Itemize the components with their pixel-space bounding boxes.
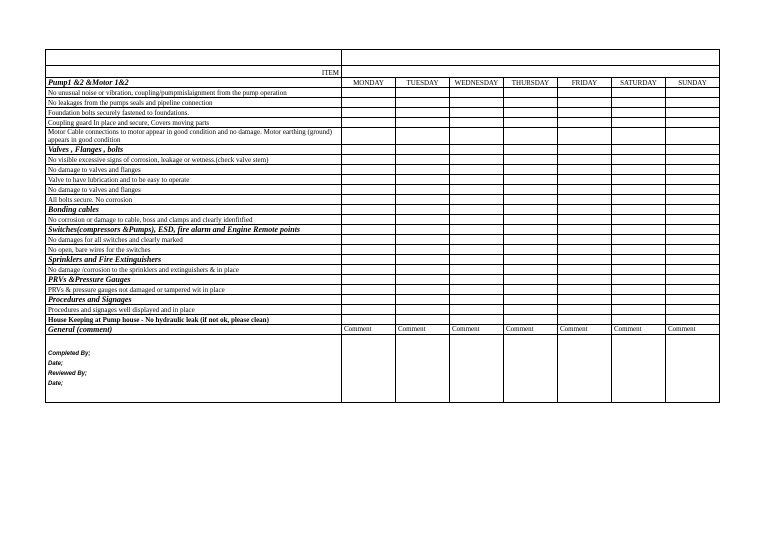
checklist-item-text: No unusual noise or vibration, coupling/pumpmislaignment from the pump operation bbox=[46, 88, 342, 98]
comment-cell[interactable]: Comment bbox=[342, 325, 396, 335]
check-cell[interactable] bbox=[342, 225, 396, 235]
checklist-item-text: General (comment) bbox=[46, 325, 342, 335]
comment-cell[interactable]: Comment bbox=[504, 325, 558, 335]
check-cell[interactable] bbox=[558, 275, 612, 285]
check-cell[interactable] bbox=[666, 285, 720, 295]
signoff-line: Completed By; bbox=[48, 351, 91, 357]
check-cell[interactable] bbox=[396, 235, 450, 245]
check-cell[interactable] bbox=[612, 305, 666, 315]
check-cell[interactable] bbox=[450, 225, 504, 235]
check-cell[interactable] bbox=[612, 235, 666, 245]
section-row bbox=[46, 205, 720, 215]
check-cell[interactable] bbox=[666, 225, 720, 235]
check-cell[interactable] bbox=[450, 118, 504, 128]
check-cell[interactable] bbox=[558, 195, 612, 205]
check-cell[interactable] bbox=[504, 185, 558, 195]
check-cell[interactable] bbox=[342, 195, 396, 205]
check-cell[interactable] bbox=[342, 245, 396, 255]
check-cell[interactable] bbox=[558, 245, 612, 255]
section-heading: Switches(compressors &Pumps), ESD, fire alarm and Engine Remote points bbox=[46, 225, 342, 235]
check-cell[interactable] bbox=[612, 215, 666, 225]
check-cell[interactable] bbox=[558, 225, 612, 235]
checklist-item-text: Procedures and signages well displayed and in place bbox=[46, 305, 342, 315]
checklist-body bbox=[46, 50, 720, 403]
check-cell[interactable] bbox=[450, 175, 504, 185]
day-header-thursday: THURSDAY bbox=[504, 78, 558, 88]
check-cell[interactable] bbox=[342, 118, 396, 128]
check-cell[interactable] bbox=[558, 305, 612, 315]
section-row bbox=[46, 255, 720, 265]
check-cell[interactable] bbox=[450, 108, 504, 118]
check-cell[interactable] bbox=[450, 305, 504, 315]
check-cell[interactable] bbox=[396, 205, 450, 215]
check-cell[interactable] bbox=[504, 285, 558, 295]
check-cell[interactable] bbox=[342, 165, 396, 175]
check-cell[interactable] bbox=[558, 108, 612, 118]
check-cell[interactable] bbox=[558, 235, 612, 245]
check-cell[interactable] bbox=[396, 98, 450, 108]
comment-area[interactable] bbox=[504, 335, 558, 403]
section-heading: Bonding cables bbox=[46, 205, 342, 215]
checklist-item-text: No leakages from the pumps seals and pipeline connection bbox=[46, 98, 342, 108]
check-cell[interactable] bbox=[396, 275, 450, 285]
check-cell[interactable] bbox=[450, 165, 504, 175]
check-cell[interactable] bbox=[450, 315, 504, 325]
check-cell[interactable] bbox=[504, 215, 558, 225]
check-cell[interactable] bbox=[396, 305, 450, 315]
signoff-block bbox=[46, 335, 342, 403]
check-cell[interactable] bbox=[558, 155, 612, 165]
check-cell[interactable] bbox=[666, 235, 720, 245]
check-cell[interactable] bbox=[504, 165, 558, 175]
day-header-wednesday: WEDNESDAY bbox=[450, 78, 504, 88]
check-cell[interactable] bbox=[450, 195, 504, 205]
check-cell[interactable] bbox=[450, 275, 504, 285]
check-cell[interactable] bbox=[342, 275, 396, 285]
check-cell[interactable] bbox=[396, 165, 450, 175]
section-row bbox=[46, 295, 720, 305]
check-cell[interactable] bbox=[666, 175, 720, 185]
checklist-row bbox=[46, 285, 720, 295]
check-cell[interactable] bbox=[342, 315, 396, 325]
checklist-item-text: Coupling guard In place and secure, Covers moving parts bbox=[46, 118, 342, 128]
check-cell[interactable] bbox=[396, 255, 450, 265]
top-blank-row bbox=[46, 50, 720, 66]
check-cell[interactable] bbox=[558, 215, 612, 225]
check-cell[interactable] bbox=[558, 205, 612, 215]
comment-area[interactable] bbox=[342, 335, 396, 403]
checklist-row bbox=[46, 305, 720, 315]
signoff-line: Reviewed By; bbox=[48, 371, 88, 377]
section-heading: Procedures and Signages bbox=[46, 295, 342, 305]
check-cell[interactable] bbox=[666, 88, 720, 98]
checklist-item-text: No damage to valves and flanges bbox=[46, 185, 342, 195]
checklist-row bbox=[46, 88, 720, 98]
check-cell[interactable] bbox=[504, 275, 558, 285]
check-cell[interactable] bbox=[612, 245, 666, 255]
day-header-friday: FRIDAY bbox=[558, 78, 612, 88]
comment-cell[interactable]: Comment bbox=[612, 325, 666, 335]
check-cell[interactable] bbox=[612, 88, 666, 98]
check-cell[interactable] bbox=[666, 128, 720, 145]
checklist-item-text: All bolts secure. No corrosion bbox=[46, 195, 342, 205]
signoff-line: Date; bbox=[48, 361, 64, 367]
check-cell[interactable] bbox=[342, 285, 396, 295]
check-cell[interactable] bbox=[612, 145, 666, 155]
check-cell[interactable] bbox=[342, 88, 396, 98]
check-cell[interactable] bbox=[342, 215, 396, 225]
blank-cell bbox=[342, 66, 720, 78]
check-cell[interactable] bbox=[342, 255, 396, 265]
check-cell[interactable] bbox=[396, 145, 450, 155]
check-cell[interactable] bbox=[396, 155, 450, 165]
section-row bbox=[46, 225, 720, 235]
check-cell[interactable] bbox=[504, 175, 558, 185]
check-cell[interactable] bbox=[342, 265, 396, 275]
check-cell[interactable] bbox=[450, 98, 504, 108]
check-cell[interactable] bbox=[666, 165, 720, 175]
check-cell[interactable] bbox=[612, 295, 666, 305]
day-header-monday: MONDAY bbox=[342, 78, 396, 88]
checklist-item-text: Motor Cable connections to motor appear in good condition and no damage. Motor earthing (ground) appears in good condition bbox=[46, 128, 342, 145]
day-header-saturday: SATURDAY bbox=[612, 78, 666, 88]
checklist-row bbox=[46, 175, 720, 185]
checklist-item-text: Foundation bolts securely fastened to foundations. bbox=[46, 108, 342, 118]
check-cell[interactable] bbox=[450, 245, 504, 255]
comment-cell[interactable]: Comment bbox=[666, 325, 720, 335]
check-cell[interactable] bbox=[396, 285, 450, 295]
checklist-item-text: No open, bare wires for the switches bbox=[46, 245, 342, 255]
item-header-row bbox=[46, 66, 720, 78]
check-cell[interactable] bbox=[666, 215, 720, 225]
check-cell[interactable] bbox=[666, 205, 720, 215]
checklist-row bbox=[46, 315, 720, 325]
check-cell[interactable] bbox=[450, 285, 504, 295]
blank-cell bbox=[46, 50, 342, 66]
checklist-row bbox=[46, 325, 720, 335]
check-cell[interactable] bbox=[558, 295, 612, 305]
section-row bbox=[46, 145, 720, 155]
check-cell[interactable] bbox=[558, 255, 612, 265]
check-cell[interactable] bbox=[612, 108, 666, 118]
check-cell[interactable] bbox=[666, 185, 720, 195]
check-cell[interactable] bbox=[504, 265, 558, 275]
section-heading: Valves , Flanges , bolts bbox=[46, 145, 342, 155]
check-cell[interactable] bbox=[666, 275, 720, 285]
checklist-item-text: No visible excessive signs of corrosion, leakage or wetness.(check valve stem) bbox=[46, 155, 342, 165]
comment-area[interactable] bbox=[612, 335, 666, 403]
checklist-row bbox=[46, 165, 720, 175]
check-cell[interactable] bbox=[396, 118, 450, 128]
check-cell[interactable] bbox=[342, 155, 396, 165]
checklist-row bbox=[46, 235, 720, 245]
checklist-row bbox=[46, 195, 720, 205]
section-heading: Pump1 &2 &Motor 1&2 bbox=[46, 78, 342, 88]
check-cell[interactable] bbox=[342, 295, 396, 305]
check-cell[interactable] bbox=[558, 285, 612, 295]
check-cell[interactable] bbox=[504, 315, 558, 325]
check-cell[interactable] bbox=[666, 295, 720, 305]
check-cell[interactable] bbox=[558, 145, 612, 155]
comment-area[interactable] bbox=[666, 335, 720, 403]
comment-cell[interactable]: Comment bbox=[450, 325, 504, 335]
check-cell[interactable] bbox=[504, 235, 558, 245]
check-cell[interactable] bbox=[666, 305, 720, 315]
check-cell[interactable] bbox=[450, 155, 504, 165]
check-cell[interactable] bbox=[504, 255, 558, 265]
check-cell[interactable] bbox=[558, 128, 612, 145]
checklist-item-text: No damage to valves and flanges bbox=[46, 165, 342, 175]
check-cell[interactable] bbox=[342, 128, 396, 145]
check-cell[interactable] bbox=[666, 98, 720, 108]
item-header: ITEM bbox=[46, 66, 342, 78]
check-cell[interactable] bbox=[342, 175, 396, 185]
check-cell[interactable] bbox=[558, 118, 612, 128]
check-cell[interactable] bbox=[612, 315, 666, 325]
check-cell[interactable] bbox=[504, 128, 558, 145]
check-cell[interactable] bbox=[342, 235, 396, 245]
check-cell[interactable] bbox=[396, 295, 450, 305]
checklist-row bbox=[46, 265, 720, 275]
section-heading: PRVs &Pressure Gauges bbox=[46, 275, 342, 285]
check-cell[interactable] bbox=[666, 265, 720, 275]
day-header-sunday: SUNDAY bbox=[666, 78, 720, 88]
check-cell[interactable] bbox=[558, 165, 612, 175]
check-cell[interactable] bbox=[504, 118, 558, 128]
check-cell[interactable] bbox=[450, 265, 504, 275]
check-cell[interactable] bbox=[612, 98, 666, 108]
check-cell[interactable] bbox=[558, 185, 612, 195]
check-cell[interactable] bbox=[612, 265, 666, 275]
check-cell[interactable] bbox=[666, 195, 720, 205]
comment-cell[interactable]: Comment bbox=[558, 325, 612, 335]
section-heading: Sprinklers and Fire Extinguishers bbox=[46, 255, 342, 265]
check-cell[interactable] bbox=[396, 215, 450, 225]
checklist-row bbox=[46, 128, 720, 145]
check-cell[interactable] bbox=[666, 118, 720, 128]
comment-area[interactable] bbox=[396, 335, 450, 403]
checklist-row bbox=[46, 215, 720, 225]
check-cell[interactable] bbox=[504, 98, 558, 108]
check-cell[interactable] bbox=[342, 305, 396, 315]
check-cell[interactable] bbox=[450, 235, 504, 245]
check-cell[interactable] bbox=[396, 128, 450, 145]
check-cell[interactable] bbox=[450, 88, 504, 98]
check-cell[interactable] bbox=[450, 185, 504, 195]
check-cell[interactable] bbox=[396, 315, 450, 325]
check-cell[interactable] bbox=[396, 245, 450, 255]
checklist-row bbox=[46, 155, 720, 165]
check-cell[interactable] bbox=[504, 88, 558, 98]
check-cell[interactable] bbox=[450, 215, 504, 225]
checklist-item-text: House Keeping at Pump house - No hydraulic leak (if not ok, please clean) bbox=[46, 315, 342, 325]
comment-area[interactable] bbox=[558, 335, 612, 403]
check-cell[interactable] bbox=[396, 175, 450, 185]
checklist-item-text: No damage /corrosion to the sprinklers and extinguishers & in place bbox=[46, 265, 342, 275]
checklist-row bbox=[46, 98, 720, 108]
check-cell[interactable] bbox=[504, 225, 558, 235]
checklist-row bbox=[46, 245, 720, 255]
check-cell[interactable] bbox=[504, 245, 558, 255]
section-row bbox=[46, 275, 720, 285]
inspection-checklist-table bbox=[45, 49, 720, 403]
check-cell[interactable] bbox=[558, 315, 612, 325]
check-cell[interactable] bbox=[342, 108, 396, 118]
check-cell[interactable] bbox=[450, 145, 504, 155]
comment-area[interactable] bbox=[450, 335, 504, 403]
check-cell[interactable] bbox=[396, 88, 450, 98]
check-cell[interactable] bbox=[612, 155, 666, 165]
checklist-row bbox=[46, 185, 720, 195]
check-cell[interactable] bbox=[450, 205, 504, 215]
check-cell[interactable] bbox=[612, 275, 666, 285]
check-cell[interactable] bbox=[504, 305, 558, 315]
checklist-row bbox=[46, 118, 720, 128]
check-cell[interactable] bbox=[558, 88, 612, 98]
check-cell[interactable] bbox=[558, 175, 612, 185]
check-cell[interactable] bbox=[612, 185, 666, 195]
checklist-row bbox=[46, 108, 720, 118]
check-cell[interactable] bbox=[612, 165, 666, 175]
checklist-item-text: PRVs & pressure gauges not damaged or tampered wit in place bbox=[46, 285, 342, 295]
check-cell[interactable] bbox=[504, 155, 558, 165]
signoff-line: Date; bbox=[48, 381, 64, 387]
check-cell[interactable] bbox=[666, 155, 720, 165]
section-row bbox=[46, 78, 720, 88]
check-cell[interactable] bbox=[342, 185, 396, 195]
check-cell[interactable] bbox=[396, 225, 450, 235]
check-cell[interactable] bbox=[612, 175, 666, 185]
check-cell[interactable] bbox=[666, 255, 720, 265]
check-cell[interactable] bbox=[342, 98, 396, 108]
blank-cell bbox=[342, 50, 720, 66]
check-cell[interactable] bbox=[342, 205, 396, 215]
check-cell[interactable] bbox=[450, 128, 504, 145]
check-cell[interactable] bbox=[396, 195, 450, 205]
check-cell[interactable] bbox=[612, 285, 666, 295]
check-cell[interactable] bbox=[504, 145, 558, 155]
check-cell[interactable] bbox=[396, 108, 450, 118]
check-cell[interactable] bbox=[558, 98, 612, 108]
checklist-item-text: Valve to have lubrication and to be easy to operate bbox=[46, 175, 342, 185]
check-cell[interactable] bbox=[612, 255, 666, 265]
check-cell[interactable] bbox=[612, 128, 666, 145]
check-cell[interactable] bbox=[666, 108, 720, 118]
check-cell[interactable] bbox=[666, 315, 720, 325]
check-cell[interactable] bbox=[504, 205, 558, 215]
check-cell[interactable] bbox=[396, 265, 450, 275]
checklist-item-text: No corrosion or damage to cable, boss and clamps and clearly idenfitfied bbox=[46, 215, 342, 225]
check-cell[interactable] bbox=[612, 195, 666, 205]
check-cell[interactable] bbox=[450, 295, 504, 305]
check-cell[interactable] bbox=[504, 195, 558, 205]
check-cell[interactable] bbox=[666, 245, 720, 255]
check-cell[interactable] bbox=[666, 145, 720, 155]
check-cell[interactable] bbox=[612, 225, 666, 235]
check-cell[interactable] bbox=[504, 108, 558, 118]
check-cell[interactable] bbox=[450, 255, 504, 265]
check-cell[interactable] bbox=[612, 205, 666, 215]
day-header-tuesday: TUESDAY bbox=[396, 78, 450, 88]
comment-cell[interactable]: Comment bbox=[396, 325, 450, 335]
checklist-item-text: No damages for all switches and clearly marked bbox=[46, 235, 342, 245]
signoff-row bbox=[46, 335, 720, 403]
check-cell[interactable] bbox=[342, 145, 396, 155]
check-cell[interactable] bbox=[396, 185, 450, 195]
check-cell[interactable] bbox=[612, 118, 666, 128]
check-cell[interactable] bbox=[504, 295, 558, 305]
check-cell[interactable] bbox=[558, 265, 612, 275]
